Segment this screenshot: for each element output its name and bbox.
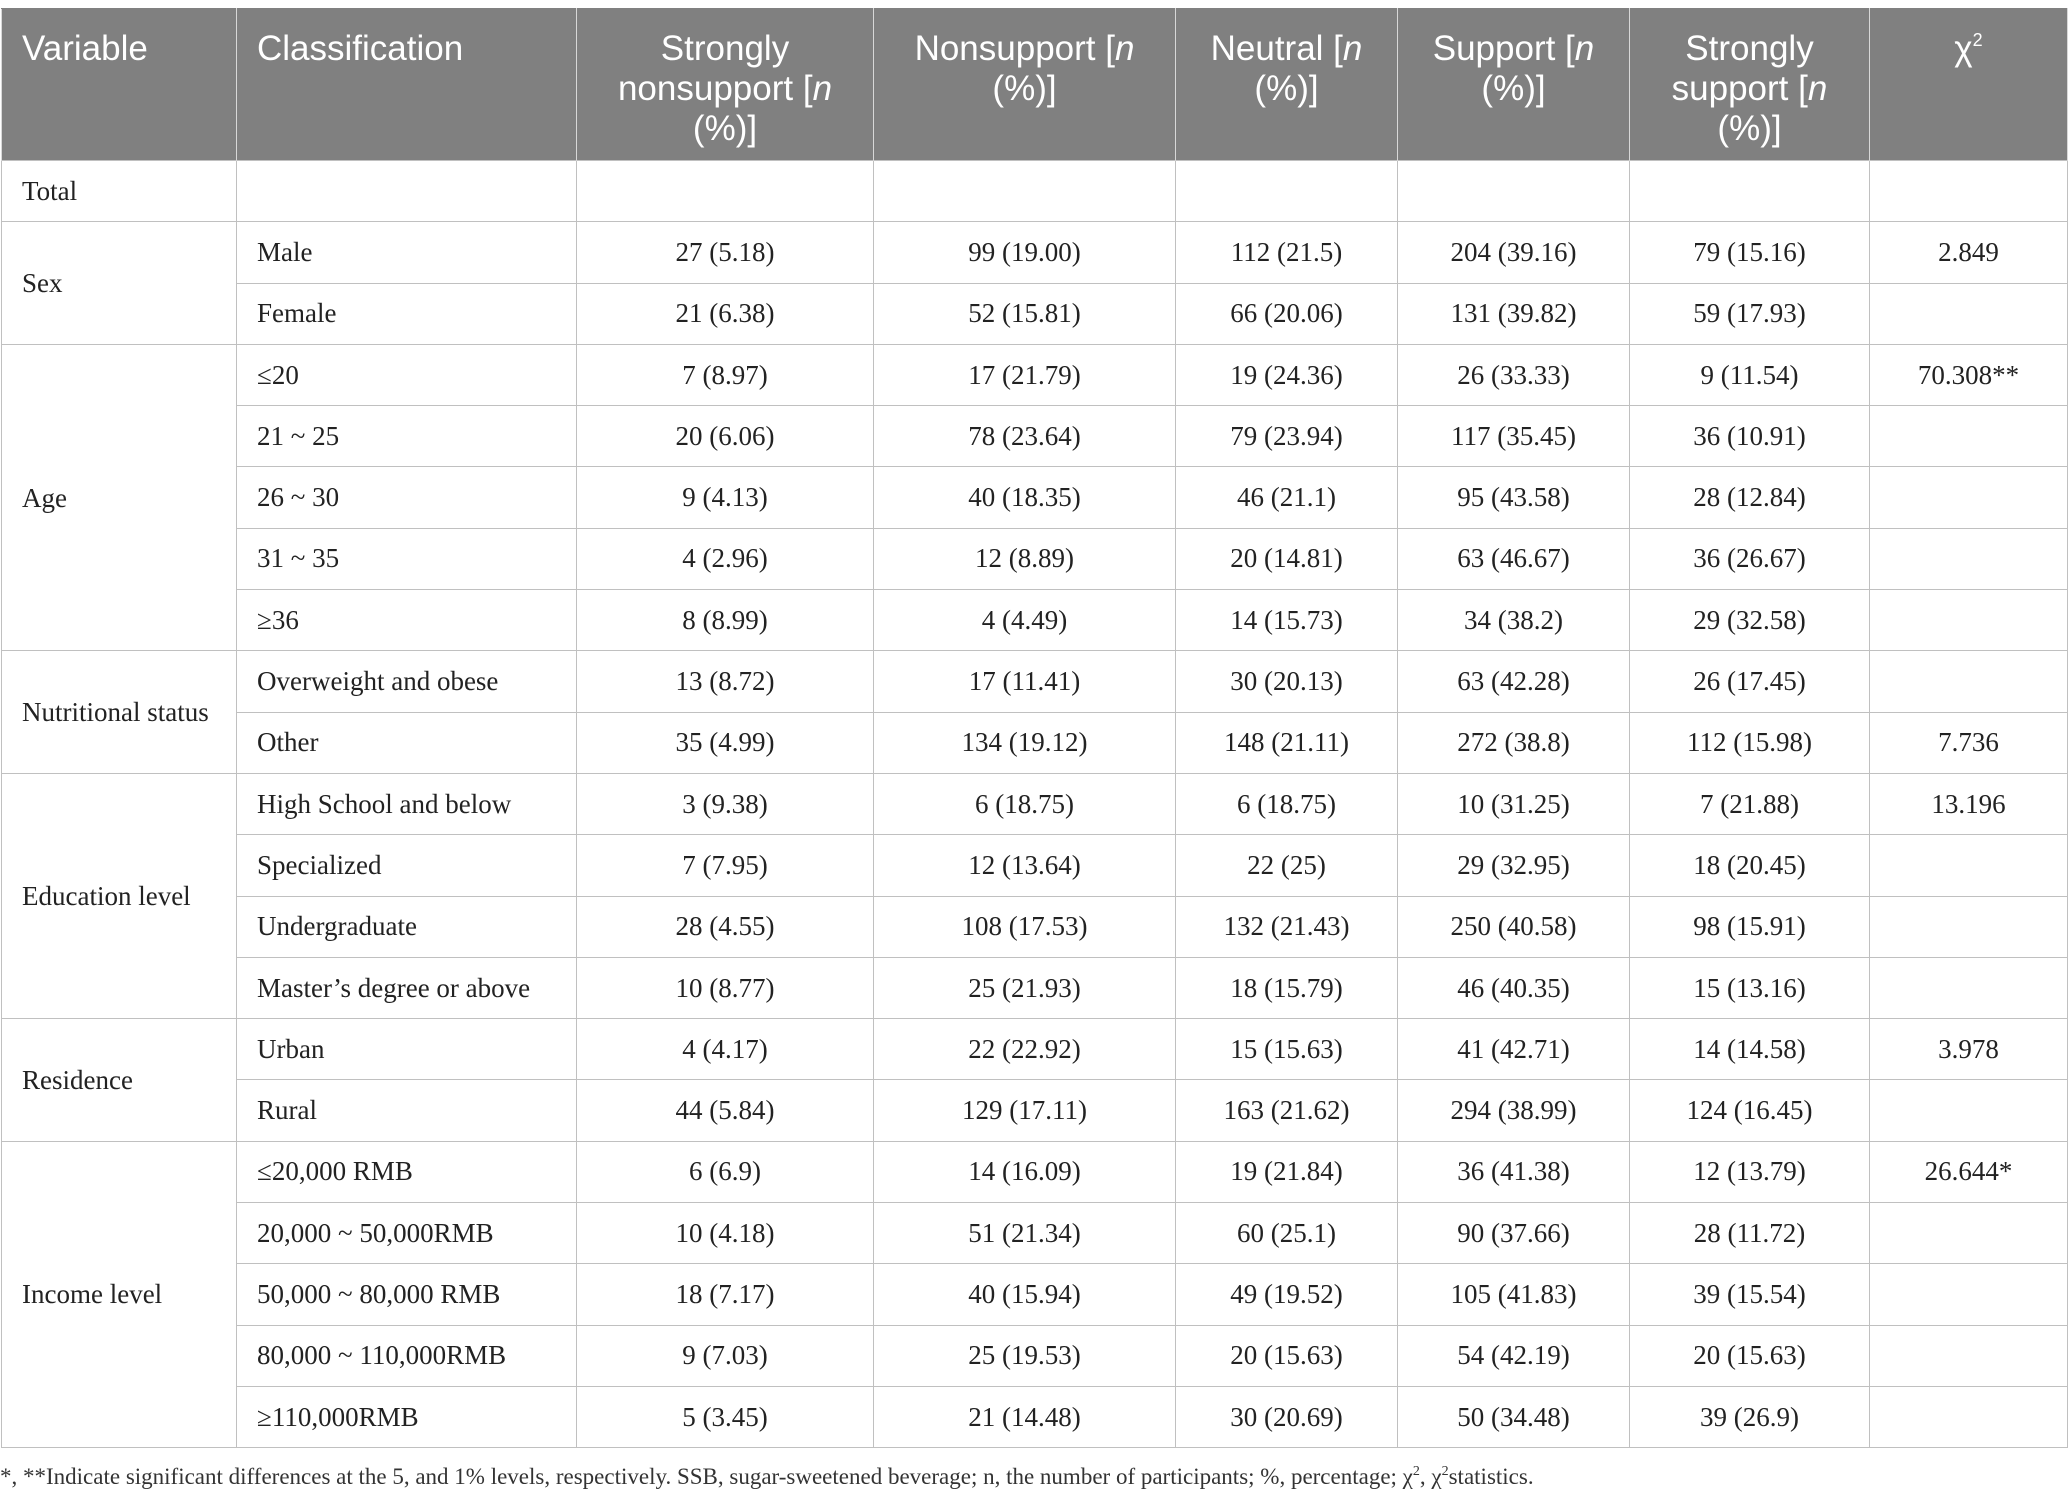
- classification-cell: Urban: [237, 1019, 577, 1080]
- value-cell: 7 (21.88): [1630, 773, 1870, 834]
- value-cell: 294 (38.99): [1398, 1080, 1630, 1141]
- table-row: [2, 1264, 2068, 1325]
- variable-cell: Income level: [2, 1141, 237, 1447]
- header-row: [2, 9, 2068, 161]
- table-row: [2, 1325, 2068, 1386]
- variable-cell: Residence: [2, 1019, 237, 1142]
- value-cell: 49 (19.52): [1176, 1264, 1398, 1325]
- value-cell: 12 (8.89): [874, 528, 1176, 589]
- value-cell: 39 (15.54): [1630, 1264, 1870, 1325]
- value-cell: 12 (13.64): [874, 835, 1176, 896]
- empty-cell: [1398, 161, 1630, 222]
- value-cell: 79 (23.94): [1176, 406, 1398, 467]
- value-cell: 63 (46.67): [1398, 528, 1630, 589]
- value-cell: 14 (15.73): [1176, 590, 1398, 651]
- value-cell: 19 (24.36): [1176, 344, 1398, 405]
- chi-square-cell: [1870, 1203, 2068, 1264]
- table-row: [2, 957, 2068, 1018]
- value-cell: 79 (15.16): [1630, 222, 1870, 283]
- value-cell: 7 (8.97): [577, 344, 874, 405]
- value-cell: 108 (17.53): [874, 896, 1176, 957]
- total-label: Total: [2, 161, 237, 222]
- value-cell: 15 (15.63): [1176, 1019, 1398, 1080]
- table-row: [2, 467, 2068, 528]
- value-cell: 20 (15.63): [1630, 1325, 1870, 1386]
- header-nonsupport: Nonsupport [n (%)]: [874, 9, 1176, 161]
- classification-cell: High School and below: [237, 773, 577, 834]
- value-cell: 13 (8.72): [577, 651, 874, 712]
- table-row: [2, 590, 2068, 651]
- value-cell: 30 (20.13): [1176, 651, 1398, 712]
- value-cell: 25 (21.93): [874, 957, 1176, 1018]
- value-cell: 12 (13.79): [1630, 1141, 1870, 1202]
- value-cell: 131 (39.82): [1398, 283, 1630, 344]
- chi-square-cell: [1870, 528, 2068, 589]
- value-cell: 36 (10.91): [1630, 406, 1870, 467]
- value-cell: 28 (12.84): [1630, 467, 1870, 528]
- classification-cell: Undergraduate: [237, 896, 577, 957]
- table-row: [2, 528, 2068, 589]
- classification-cell: Male: [237, 222, 577, 283]
- header-support: Support [n (%)]: [1398, 9, 1630, 161]
- table-row: [2, 344, 2068, 405]
- value-cell: 132 (21.43): [1176, 896, 1398, 957]
- chi-square-cell: 3.978: [1870, 1019, 2068, 1080]
- table-row: [2, 222, 2068, 283]
- variable-cell: Sex: [2, 222, 237, 345]
- value-cell: 27 (5.18): [577, 222, 874, 283]
- classification-cell: ≤20,000 RMB: [237, 1141, 577, 1202]
- value-cell: 26 (33.33): [1398, 344, 1630, 405]
- value-cell: 54 (42.19): [1398, 1325, 1630, 1386]
- chi-square-cell: 7.736: [1870, 712, 2068, 773]
- header-classification: Classification: [237, 9, 577, 161]
- value-cell: 36 (41.38): [1398, 1141, 1630, 1202]
- survey-results-table: [1, 8, 2068, 1448]
- classification-cell: 31 ~ 35: [237, 528, 577, 589]
- value-cell: 40 (18.35): [874, 467, 1176, 528]
- classification-cell: 80,000 ~ 110,000RMB: [237, 1325, 577, 1386]
- value-cell: 25 (19.53): [874, 1325, 1176, 1386]
- chi-square-cell: 2.849: [1870, 222, 2068, 283]
- value-cell: 3 (9.38): [577, 773, 874, 834]
- classification-cell: Specialized: [237, 835, 577, 896]
- value-cell: 19 (21.84): [1176, 1141, 1398, 1202]
- value-cell: 15 (13.16): [1630, 957, 1870, 1018]
- classification-cell: 26 ~ 30: [237, 467, 577, 528]
- value-cell: 124 (16.45): [1630, 1080, 1870, 1141]
- value-cell: 9 (11.54): [1630, 344, 1870, 405]
- value-cell: 17 (11.41): [874, 651, 1176, 712]
- chi-square-cell: [1870, 1325, 2068, 1386]
- table-row: [2, 712, 2068, 773]
- value-cell: 90 (37.66): [1398, 1203, 1630, 1264]
- classification-cell: ≤20: [237, 344, 577, 405]
- value-cell: 52 (15.81): [874, 283, 1176, 344]
- value-cell: 14 (16.09): [874, 1141, 1176, 1202]
- value-cell: 4 (4.49): [874, 590, 1176, 651]
- table-container: [0, 8, 2068, 1448]
- variable-cell: Education level: [2, 773, 237, 1018]
- value-cell: 9 (7.03): [577, 1325, 874, 1386]
- value-cell: 28 (11.72): [1630, 1203, 1870, 1264]
- value-cell: 14 (14.58): [1630, 1019, 1870, 1080]
- variable-cell: Age: [2, 344, 237, 650]
- value-cell: 4 (4.17): [577, 1019, 874, 1080]
- classification-cell: ≥36: [237, 590, 577, 651]
- header-chi-square: $\chi^2$: [1870, 9, 2068, 161]
- table-row: [2, 1386, 2068, 1447]
- value-cell: 21 (14.48): [874, 1386, 1176, 1447]
- variable-cell: Nutritional status: [2, 651, 237, 774]
- empty-cell: [1630, 161, 1870, 222]
- table-row: [2, 1019, 2068, 1080]
- table-row: [2, 283, 2068, 344]
- value-cell: 20 (15.63): [1176, 1325, 1398, 1386]
- value-cell: 21 (6.38): [577, 283, 874, 344]
- value-cell: 40 (15.94): [874, 1264, 1176, 1325]
- value-cell: 20 (6.06): [577, 406, 874, 467]
- table-row: [2, 773, 2068, 834]
- value-cell: 10 (31.25): [1398, 773, 1630, 834]
- value-cell: 6 (18.75): [1176, 773, 1398, 834]
- value-cell: 50 (34.48): [1398, 1386, 1630, 1447]
- value-cell: 44 (5.84): [577, 1080, 874, 1141]
- chi-square-cell: [1870, 896, 2068, 957]
- value-cell: 98 (15.91): [1630, 896, 1870, 957]
- value-cell: 204 (39.16): [1398, 222, 1630, 283]
- value-cell: 28 (4.55): [577, 896, 874, 957]
- value-cell: 29 (32.95): [1398, 835, 1630, 896]
- value-cell: 20 (14.81): [1176, 528, 1398, 589]
- value-cell: 46 (21.1): [1176, 467, 1398, 528]
- value-cell: 8 (8.99): [577, 590, 874, 651]
- value-cell: 117 (35.45): [1398, 406, 1630, 467]
- value-cell: 112 (21.5): [1176, 222, 1398, 283]
- table-row: [2, 835, 2068, 896]
- value-cell: 95 (43.58): [1398, 467, 1630, 528]
- value-cell: 18 (15.79): [1176, 957, 1398, 1018]
- table-row: [2, 406, 2068, 467]
- value-cell: 5 (3.45): [577, 1386, 874, 1447]
- table-body: [2, 161, 2068, 1448]
- value-cell: 4 (2.96): [577, 528, 874, 589]
- chi-square-cell: [1870, 467, 2068, 528]
- value-cell: 30 (20.69): [1176, 1386, 1398, 1447]
- header-strongly-nonsupport: Strongly nonsupport [n (%)]: [577, 9, 874, 161]
- chi-square-cell: [1870, 1264, 2068, 1325]
- value-cell: 10 (8.77): [577, 957, 874, 1018]
- value-cell: 9 (4.13): [577, 467, 874, 528]
- value-cell: 148 (21.11): [1176, 712, 1398, 773]
- empty-cell: [237, 161, 577, 222]
- classification-cell: Female: [237, 283, 577, 344]
- value-cell: 6 (6.9): [577, 1141, 874, 1202]
- empty-cell: [1870, 161, 2068, 222]
- value-cell: 99 (19.00): [874, 222, 1176, 283]
- chi-square-cell: [1870, 1386, 2068, 1447]
- value-cell: 36 (26.67): [1630, 528, 1870, 589]
- value-cell: 35 (4.99): [577, 712, 874, 773]
- chi-square-cell: [1870, 283, 2068, 344]
- value-cell: 105 (41.83): [1398, 1264, 1630, 1325]
- empty-cell: [577, 161, 874, 222]
- value-cell: 22 (22.92): [874, 1019, 1176, 1080]
- value-cell: 29 (32.58): [1630, 590, 1870, 651]
- header-variable: Variable: [2, 9, 237, 161]
- chi-square-cell: 13.196: [1870, 773, 2068, 834]
- value-cell: 51 (21.34): [874, 1203, 1176, 1264]
- chi-square-cell: [1870, 1080, 2068, 1141]
- chi-square-cell: 70.308**: [1870, 344, 2068, 405]
- classification-cell: Other: [237, 712, 577, 773]
- chi-square-cell: [1870, 590, 2068, 651]
- classification-cell: 50,000 ~ 80,000 RMB: [237, 1264, 577, 1325]
- empty-cell: [1176, 161, 1398, 222]
- classification-cell: ≥110,000RMB: [237, 1386, 577, 1447]
- value-cell: 66 (20.06): [1176, 283, 1398, 344]
- table-row: [2, 1080, 2068, 1141]
- classification-cell: 20,000 ~ 50,000RMB: [237, 1203, 577, 1264]
- header-strongly-support: Strongly support [n (%)]: [1630, 9, 1870, 161]
- value-cell: 10 (4.18): [577, 1203, 874, 1264]
- classification-cell: Rural: [237, 1080, 577, 1141]
- header-neutral: Neutral [n (%)]: [1176, 9, 1398, 161]
- value-cell: 26 (17.45): [1630, 651, 1870, 712]
- classification-cell: 21 ~ 25: [237, 406, 577, 467]
- value-cell: 34 (38.2): [1398, 590, 1630, 651]
- value-cell: 22 (25): [1176, 835, 1398, 896]
- chi-square-cell: [1870, 406, 2068, 467]
- value-cell: 112 (15.98): [1630, 712, 1870, 773]
- value-cell: 78 (23.64): [874, 406, 1176, 467]
- value-cell: 18 (7.17): [577, 1264, 874, 1325]
- table-row: [2, 651, 2068, 712]
- chi-square-cell: 26.644*: [1870, 1141, 2068, 1202]
- classification-cell: Master’s degree or above: [237, 957, 577, 1018]
- value-cell: 250 (40.58): [1398, 896, 1630, 957]
- value-cell: 163 (21.62): [1176, 1080, 1398, 1141]
- chi-square-cell: [1870, 835, 2068, 896]
- value-cell: 41 (42.71): [1398, 1019, 1630, 1080]
- chi-square-cell: [1870, 651, 2068, 712]
- value-cell: 272 (38.8): [1398, 712, 1630, 773]
- classification-cell: Overweight and obese: [237, 651, 577, 712]
- value-cell: 39 (26.9): [1630, 1386, 1870, 1447]
- table-footnote: *, **Indicate significant differences at the 5, and 1% levels, respectively. SSB, sugar-sweetened beverage; n, the number of participants; %, percentage; $\chi^2$, $\chi^2statistics$.: [0, 1464, 1534, 1489]
- value-cell: 134 (19.12): [874, 712, 1176, 773]
- value-cell: 63 (42.28): [1398, 651, 1630, 712]
- value-cell: 129 (17.11): [874, 1080, 1176, 1141]
- table-row: [2, 896, 2068, 957]
- table-row: [2, 1141, 2068, 1202]
- value-cell: 60 (25.1): [1176, 1203, 1398, 1264]
- value-cell: 46 (40.35): [1398, 957, 1630, 1018]
- empty-cell: [874, 161, 1176, 222]
- total-row: [2, 161, 2068, 222]
- value-cell: 6 (18.75): [874, 773, 1176, 834]
- value-cell: 18 (20.45): [1630, 835, 1870, 896]
- table-row: [2, 1203, 2068, 1264]
- chi-square-cell: [1870, 957, 2068, 1018]
- value-cell: 59 (17.93): [1630, 283, 1870, 344]
- value-cell: 17 (21.79): [874, 344, 1176, 405]
- value-cell: 7 (7.95): [577, 835, 874, 896]
